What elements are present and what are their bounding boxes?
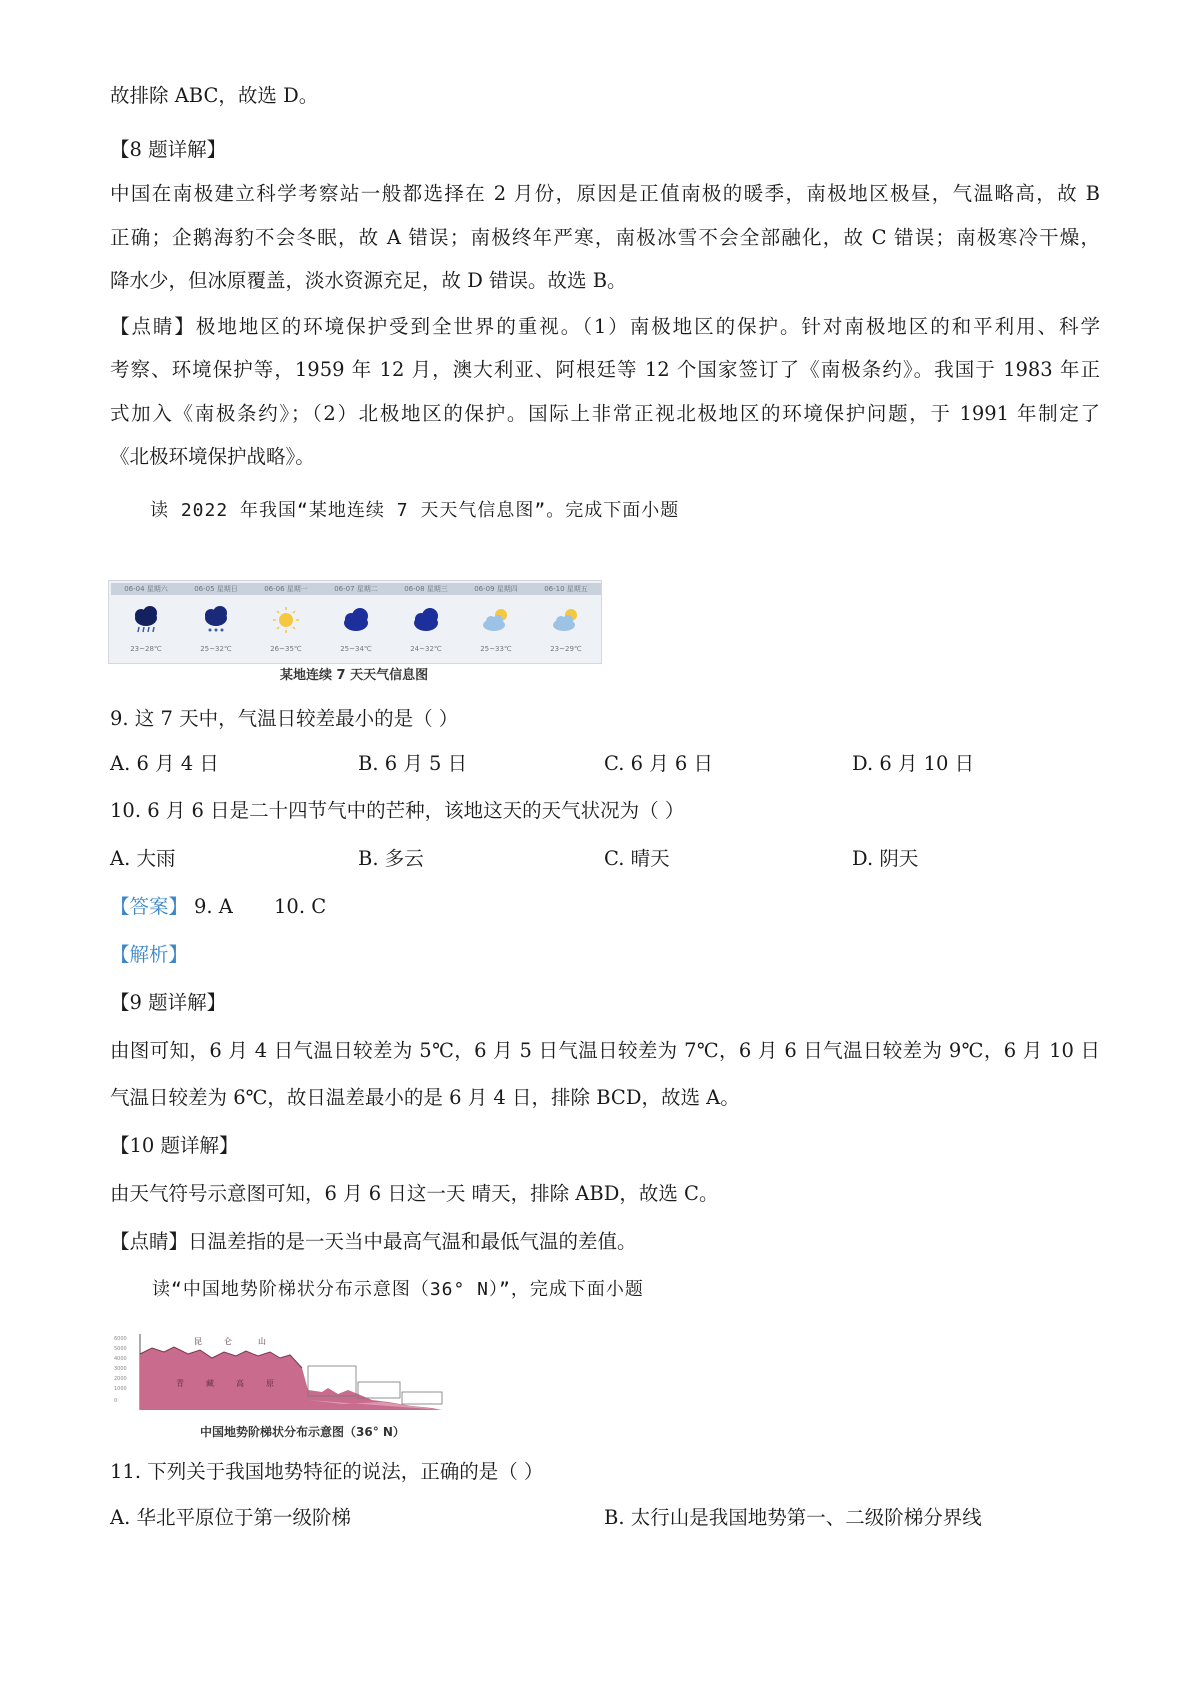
weather-day [531, 581, 601, 663]
weather-day-header [461, 583, 531, 595]
paragraph-line: 由天气符号示意图可知，6 月 6 日这一天 晴天，排除 ABD，故选 C。 [110, 1182, 719, 1205]
day-weekday: 星期一 [286, 585, 308, 593]
day-temp: 26~35℃ [270, 645, 302, 653]
option-a: A. 6 月 4 日 [110, 752, 219, 775]
sun-icon [269, 605, 303, 635]
weather-day-header [251, 583, 321, 595]
terrain-label: 仑 [224, 1337, 232, 1346]
question-stem: 9. 这 7 天中，气温日较差最小的是（ ） [110, 707, 459, 730]
weather-day [251, 581, 321, 663]
weather-day-header [111, 583, 181, 595]
day-weekday: 星期四 [496, 585, 518, 593]
analysis-label: 【解析】 [110, 943, 189, 966]
svg-text:0: 0 [114, 1398, 118, 1404]
section-heading: 【8 题详解】 [110, 138, 227, 161]
day-weekday: 星期日 [216, 585, 238, 593]
paragraph-line: 由图可知，6 月 4 日气温日较差为 5℃，6 月 5 日气温日较差为 7℃，6 月 6 日气温日较差为 9℃，6 月 10 日 [110, 1039, 1100, 1062]
weather-day [321, 581, 391, 663]
option-b: B. 太行山是我国地势第一、二级阶梯分界线 [604, 1506, 982, 1529]
terrain-label: 青 [176, 1379, 184, 1388]
option-d: D. 6 月 10 日 [852, 752, 975, 775]
day-date: 06-10 [544, 585, 565, 593]
day-temp: 25~32℃ [200, 645, 232, 653]
day-date: 06-09 [474, 585, 495, 593]
day-temp: 25~34℃ [340, 645, 372, 653]
svg-text:2000: 2000 [114, 1376, 127, 1382]
paragraph-line: 【点睛】极地地区的环境保护受到全世界的重视。（1）南极地区的保护。针对南极地区的和平利用、科学 [110, 315, 1100, 338]
day-temp: 24~32℃ [410, 645, 442, 653]
day-weekday: 星期三 [426, 585, 448, 593]
terrain-label: 山 [258, 1337, 266, 1346]
paragraph-line: 气温日较差为 6℃，故日温差最小的是 6 月 4 日，排除 BCD，故选 A。 [110, 1086, 740, 1109]
answer-10: 10. C [274, 895, 327, 918]
partly-cloudy-icon [479, 605, 513, 635]
weather-day-header [391, 583, 461, 595]
svg-text:6000: 6000 [114, 1336, 127, 1342]
section-heading: 【10 题详解】 [110, 1134, 239, 1157]
paragraph-line: 【点睛】日温差指的是一天当中最高气温和最低气温的差值。 [110, 1230, 637, 1253]
cloud-icon [339, 605, 373, 635]
terrain-label: 高 [236, 1379, 244, 1388]
weather-day-header [531, 583, 601, 595]
weather-day [111, 581, 181, 663]
day-weekday: 星期六 [146, 585, 168, 593]
paragraph-line: 考察、环境保护等，1959 年 12 月，澳大利亚、阿根廷等 12 个国家签订了《南极条约》。我国于 1983 年正 [110, 358, 1100, 381]
cloud-icon [409, 605, 443, 635]
day-weekday: 星期二 [356, 585, 378, 593]
day-temp: 23~28℃ [130, 645, 162, 653]
terrain-profile-figure [112, 1330, 472, 1422]
figure-caption: 中国地势阶梯状分布示意图（36° N） [200, 1425, 405, 1439]
paragraph-line: 式加入《南极条约》；（2）北极地区的保护。国际上非常正视北极地区的环境保护问题，于 1991 年制定了 [110, 402, 1100, 425]
day-date: 06-04 [124, 585, 145, 593]
partly-cloudy-icon [549, 605, 583, 635]
question-stem: 10. 6 月 6 日是二十四节气中的芒种，该地这天的天气状况为（ ） [110, 799, 685, 822]
question-intro: 读“中国地势阶梯状分布示意图（36° N）”，完成下面小题 [152, 1279, 644, 1300]
section-heading: 【9 题详解】 [110, 991, 227, 1014]
paragraph-line: 中国在南极建立科学考察站一般都选择在 2 月份，原因是正值南极的暖季，南极地区极昼，气温略高，故 B [110, 182, 1100, 205]
option-d: D. 阴天 [852, 847, 919, 870]
paragraph-line: 《北极环境保护战略》。 [110, 445, 315, 468]
day-date: 06-07 [334, 585, 355, 593]
sleet-cloud-icon [199, 605, 233, 635]
terrain-label: 藏 [206, 1379, 214, 1388]
paragraph-line: 故排除 ABC，故选 D。 [110, 84, 319, 107]
option-c: C. 晴天 [604, 847, 670, 870]
svg-text:5000: 5000 [114, 1346, 127, 1352]
weather-day [391, 581, 461, 663]
question-intro: 读 2022 年我国“某地连续 7 天天气信息图”。完成下面小题 [150, 500, 680, 521]
day-weekday: 星期五 [566, 585, 588, 593]
answer-label: 【答案】 [110, 895, 189, 918]
day-date: 06-08 [404, 585, 425, 593]
option-a: A. 华北平原位于第一级阶梯 [110, 1506, 351, 1529]
option-b: B. 6 月 5 日 [358, 752, 468, 775]
svg-text:3000: 3000 [114, 1366, 127, 1372]
paragraph-line: 正确；企鹅海豹不会冬眠，故 A 错误；南极终年严寒，南极冰雪不会全部融化，故 C 错误；南极寒冷干燥， [110, 226, 1100, 249]
terrain-label: 昆 [194, 1337, 202, 1346]
svg-text:1000: 1000 [114, 1386, 127, 1392]
figure-caption: 某地连续 7 天天气信息图 [280, 668, 429, 683]
weather-day [181, 581, 251, 663]
day-temp: 23~29℃ [550, 645, 582, 653]
weather-day-header [321, 583, 391, 595]
option-c: C. 6 月 6 日 [604, 752, 714, 775]
answer-9: 9. A [194, 895, 233, 918]
weather-day-header [181, 583, 251, 595]
svg-text:4000: 4000 [114, 1356, 127, 1362]
paragraph-line: 降水少，但冰原覆盖，淡水资源充足，故 D 错误。故选 B。 [110, 269, 627, 292]
day-date: 06-06 [264, 585, 285, 593]
rain-cloud-icon [129, 605, 163, 635]
weather-figure [108, 580, 602, 664]
option-b: B. 多云 [358, 847, 424, 870]
option-a: A. 大雨 [110, 847, 176, 870]
terrain-label: 原 [266, 1379, 274, 1388]
question-stem: 11. 下列关于我国地势特征的说法，正确的是（ ） [110, 1460, 544, 1483]
day-temp: 25~33℃ [480, 645, 512, 653]
day-date: 06-05 [194, 585, 215, 593]
weather-day [461, 581, 531, 663]
